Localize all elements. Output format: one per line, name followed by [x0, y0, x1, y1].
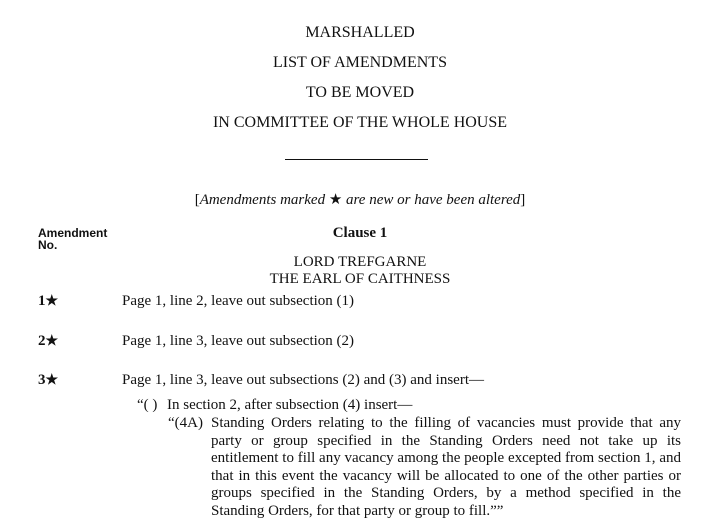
note-close-bracket: ]: [520, 192, 526, 208]
insert-paren-text: In section 2, after subsection (4) insert—: [167, 397, 413, 413]
amendment-text: Page 1, line 2, leave out subsection (1): [122, 293, 355, 309]
amendment-number: 1★: [38, 293, 59, 309]
insert-subsection-line: [137, 397, 412, 414]
amendment-number: 2★: [38, 333, 59, 349]
title-committee: IN COMMITTEE OF THE WHOLE HOUSE: [212, 114, 508, 131]
amendments-note: [0, 190, 720, 209]
note-text-after: are new or have been altered: [342, 192, 521, 208]
insert-paren-label: “( ): [137, 397, 158, 413]
new-star-icon: ★: [45, 294, 59, 309]
mover-name: LORD TREFGARNE: [293, 254, 427, 270]
subsection-label: “(4A): [168, 415, 203, 431]
note-text-before: Amendments marked: [199, 192, 329, 208]
new-star-icon: ★: [45, 373, 59, 388]
title-marshalled: MARSHALLED: [305, 24, 415, 41]
new-star-icon: ★: [45, 334, 59, 349]
title-list-of-amendments: LIST OF AMENDMENTS: [273, 54, 447, 71]
note-open-bracket: [: [194, 192, 200, 208]
inserted-subsection-4a: [168, 415, 681, 520]
amendment-text: Page 1, line 3, leave out subsections (2) and (3) and insert—: [122, 372, 484, 388]
clause-title: Clause 1: [332, 225, 388, 241]
subsection-text: Standing Orders relating to the filling of vacancies must provide that any party or group specified in the Standing Orders need not take up its entitlement to fill any vacancy among the people excepted from section 1, and that in this event the vacancy will be allocated to one of the other parties or groups specified in the Standing Orders, by a method specified in the Standing Orders, for that party or group to fill.””: [211, 415, 681, 519]
title-divider: [285, 159, 428, 160]
mover-name: THE EARL OF CAITHNESS: [269, 271, 451, 287]
amendment-text: Page 1, line 3, leave out subsection (2): [122, 333, 355, 349]
title-to-be-moved: TO BE MOVED: [305, 84, 415, 101]
amendment-header-line1: Amendment: [38, 226, 108, 240]
note-star-icon: ★: [328, 192, 343, 208]
amendment-header-line2: No.: [38, 238, 58, 252]
amendment-number: 3★: [38, 372, 59, 388]
